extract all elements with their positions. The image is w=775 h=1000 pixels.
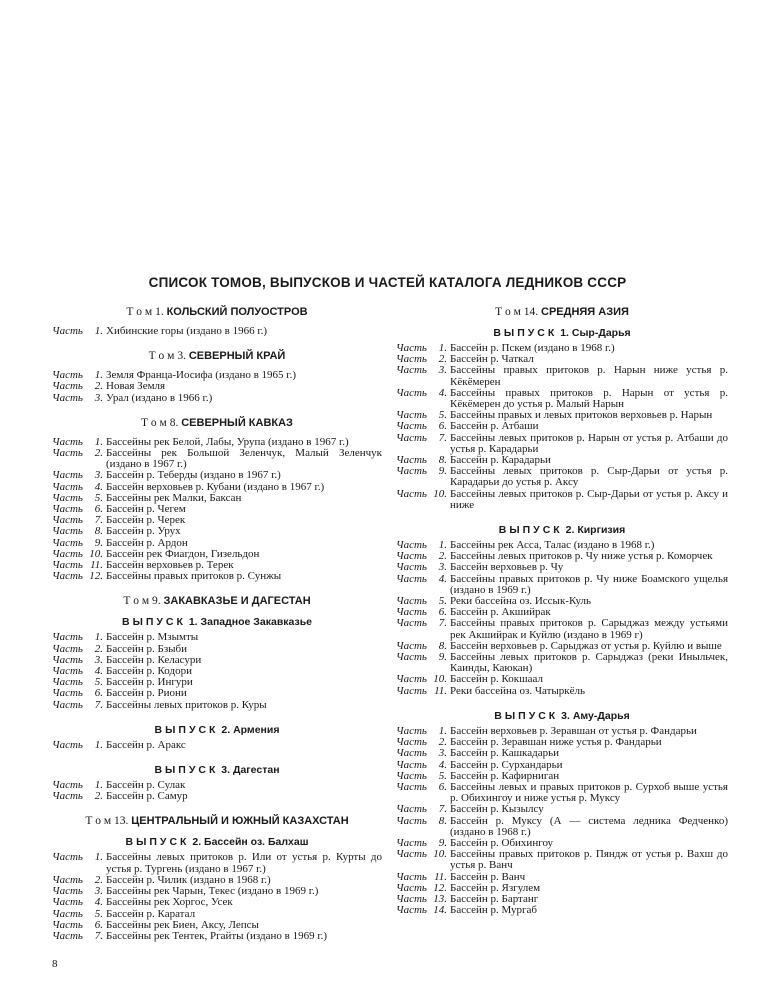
part-text: Бассейны правых притоков р. Сунжы	[106, 570, 282, 583]
part-text: Бассейны правых притоков р. Сарыджаз между устьями рек Акшийрак и Куйлю (издано в 1969 г)	[450, 617, 728, 641]
part-label: Часть	[52, 851, 83, 864]
part-label: Часть	[396, 364, 427, 377]
list-item	[396, 674, 728, 685]
part-text: Бассейн р. Обихингоу	[450, 836, 554, 849]
issue-number: 2.	[192, 836, 202, 849]
part-label: Часть	[52, 435, 83, 448]
part-text: Бассейны правых притоков р. Пяндж от устья р. Вахш до устья р. Ванч	[450, 848, 728, 872]
part-number: 1.	[94, 779, 103, 792]
issue-number: 2.	[565, 524, 575, 537]
part-number: 1.	[438, 342, 447, 354]
part-number: 1.	[438, 724, 447, 737]
part-label: Часть	[52, 491, 83, 504]
issue-number: 1.	[188, 616, 198, 629]
part-text: Реки бассейна оз. Чатыркёль	[450, 684, 586, 697]
part-label: Часть	[52, 790, 83, 803]
part-text: Бассейн верховьев р. Терек	[106, 559, 234, 572]
part-number: 10.	[433, 673, 447, 686]
list-item	[396, 574, 728, 596]
list-item	[52, 791, 382, 802]
list-item	[396, 748, 728, 759]
part-label: Часть	[52, 653, 83, 666]
part-text: Бассейн рек Фиагдон, Гизельдон	[106, 547, 260, 560]
part-label: Часть	[52, 896, 83, 909]
volume-prefix: Т о м 8.	[141, 416, 179, 429]
part-text: Бассейн р. Кашкадарьи	[450, 747, 559, 760]
volume-name: ЗАКАВКАЗЬЕ И ДАГЕСТАН	[163, 595, 311, 608]
part-number: 8.	[438, 814, 447, 827]
parts-list	[396, 726, 728, 916]
part-number: 2.	[94, 380, 103, 393]
part-number: 11.	[90, 559, 103, 572]
volume-name: СРЕДНЯЯ АЗИЯ	[541, 306, 629, 318]
part-label: Часть	[52, 559, 83, 572]
part-number: 7.	[94, 514, 103, 527]
part-text: Бассейны рек Биен, Аксу, Лепсы	[106, 918, 259, 931]
volume-heading	[52, 305, 382, 319]
part-number: 1.	[94, 369, 103, 382]
list-item	[52, 700, 382, 711]
part-text: Бассейны рек Малки, Баксан	[106, 491, 242, 504]
part-text: Бассейн р. Кокшаал	[450, 673, 543, 686]
part-text: Новая Земля	[106, 380, 166, 393]
part-text: Бассейн верховьев р. Чу	[450, 561, 564, 574]
part-number: 6.	[438, 420, 447, 433]
part-text: Бассейн р. Пскем (издано в 1968 г.)	[450, 342, 615, 354]
issue-title: Киргизия	[577, 524, 626, 537]
part-label: Часть	[396, 848, 427, 861]
part-number: 1.	[94, 435, 103, 448]
part-text: Бассейны рек Асса, Талас (издано в 1968 г.)	[450, 539, 655, 552]
part-text: Бассейн р. Риони	[106, 687, 187, 700]
issue-word: ВЫПУСК	[494, 709, 559, 722]
part-text: Бассейны левых притоков р. Сыр-Дарьи от устья р. Аксу и ниже	[450, 487, 728, 511]
list-item	[396, 388, 728, 410]
part-label: Часть	[396, 386, 427, 399]
part-number: 1.	[94, 325, 103, 337]
list-item	[396, 849, 728, 871]
part-label: Часть	[396, 617, 427, 630]
part-text: Бассейны левых притоков р. Сарыджаз (реки Иныльчек, Каинды, Каюкан)	[450, 651, 728, 675]
part-label: Часть	[396, 465, 427, 478]
issue-number: 2.	[221, 723, 231, 736]
volume-name: КОЛЬСКИЙ ПОЛУОСТРОВ	[166, 306, 308, 318]
part-number: 4.	[438, 572, 447, 585]
volume-prefix: Т о м 1.	[126, 306, 164, 318]
list-item	[52, 852, 382, 874]
list-item	[396, 686, 728, 697]
part-text: Бассейн р. Кодори	[106, 665, 192, 678]
part-number: 1.	[94, 738, 103, 751]
part-label: Часть	[52, 380, 83, 393]
list-item	[396, 466, 728, 488]
part-label: Часть	[52, 738, 83, 751]
issue-heading	[396, 523, 728, 537]
volume-name: СЕВЕРНЫЙ КАВКАЗ	[181, 416, 293, 429]
part-label: Часть	[396, 572, 427, 585]
part-number: 6.	[94, 687, 103, 700]
part-text: Бассейн р. Самур	[106, 790, 188, 803]
part-text: Бассейн р. Мзымты	[106, 631, 199, 644]
left-column	[52, 305, 382, 954]
part-label: Часть	[52, 514, 83, 527]
part-text: Бассейны левых притоков р. Или от устья р. Курты до устья р. Тургень (издано в 1967 г.)	[106, 851, 382, 875]
part-label: Часть	[52, 642, 83, 655]
part-text: Бассейны рек Белой, Лабы, Урупа (издано в 1967 г.)	[106, 435, 349, 448]
part-number: 7.	[438, 803, 447, 816]
issue-word: ВЫПУСК	[121, 616, 186, 629]
part-text: Бассейны правых притоков р. Чу ниже Боамского ущелья (издано в 1969 г.)	[450, 572, 728, 596]
part-label: Часть	[396, 747, 427, 760]
part-label: Часть	[396, 836, 427, 849]
part-number: 4.	[94, 896, 103, 909]
part-number: 7.	[438, 617, 447, 630]
part-text: Бассейн верховьев р. Кубани (издано в 1967 г.)	[106, 480, 325, 493]
part-text: Бассейны рек Чарын, Текес (издано в 1969 г.)	[106, 885, 319, 898]
issue-word: ВЫПУСК	[154, 764, 219, 777]
part-number: 8.	[94, 525, 103, 538]
parts-list	[52, 326, 382, 337]
part-label: Часть	[396, 454, 427, 467]
issue-word: ВЫПУСК	[154, 723, 219, 736]
list-item	[396, 804, 728, 815]
part-label: Часть	[396, 769, 427, 782]
part-label: Часть	[396, 561, 427, 574]
list-item	[52, 571, 382, 582]
part-text: Бассейн р. Аракс	[106, 738, 186, 751]
issue-heading	[52, 723, 382, 737]
part-number: 9.	[94, 536, 103, 549]
part-number: 4.	[438, 386, 447, 399]
part-text: Бассейны правых притоков р. Нарын от устья р. Кёкёмерен до устья р. Малый Нарын	[450, 386, 728, 411]
part-label: Часть	[52, 676, 83, 689]
part-number: 10.	[433, 848, 447, 861]
part-number: 6.	[94, 503, 103, 516]
part-label: Часть	[52, 665, 83, 678]
part-text: Бассейн р. Урух	[106, 525, 181, 538]
part-text: Бассейны левых притоков р. Нарын от устья р. Атбаши до устья р. Карадарьи	[450, 431, 728, 455]
volume-heading	[52, 594, 382, 608]
list-item	[52, 632, 382, 643]
part-label: Часть	[396, 780, 427, 793]
part-text: Бассейны левых притоков р. Чу ниже устья р. Коморчек	[450, 550, 713, 563]
part-number: 3.	[94, 469, 103, 482]
volume-name: СЕВЕРНЫЙ КРАЙ	[188, 350, 286, 363]
parts-list	[52, 632, 382, 710]
part-text: Бассейн р. Чилик (издано в 1968 г.)	[106, 873, 271, 886]
part-label: Часть	[396, 487, 427, 500]
part-text: Бассейны левых и правых притоков р. Сурхоб выше устья р. Обихингоу и ниже устья р. Муксу	[450, 780, 728, 805]
part-number: 3.	[94, 391, 103, 404]
part-text: Бассейны рек Тентек, Ргайты (издано в 1969 г.)	[106, 929, 328, 942]
part-text: Бассейн р. Келасури	[106, 653, 202, 666]
part-text: Бассейн р. Зеравшан ниже устья р. Фандарьи	[450, 736, 662, 749]
part-number: 2.	[438, 736, 447, 749]
part-text: Бассейн р. Сурхандарьи	[450, 758, 563, 771]
issue-word: ВЫПУСК	[498, 524, 563, 537]
part-text: Бассейн р. Теберды (издано в 1967 г.)	[106, 469, 281, 482]
part-text: Бассейн р. Черек	[106, 514, 186, 527]
part-number: 8.	[438, 454, 447, 467]
part-number: 5.	[438, 595, 447, 608]
part-label: Часть	[396, 892, 427, 905]
list-item	[52, 526, 382, 537]
part-number: 3.	[438, 364, 447, 377]
part-number: 2.	[94, 642, 103, 655]
part-number: 5.	[438, 409, 447, 422]
part-text: Урал (издано в 1966 г.)	[106, 391, 213, 404]
part-text: Бассейн р. Ингури	[106, 676, 193, 689]
part-label: Часть	[52, 536, 83, 549]
part-number: 9.	[438, 651, 447, 664]
part-label: Часть	[52, 391, 83, 404]
part-number: 5.	[94, 907, 103, 920]
volume-prefix: Т о м 14.	[495, 306, 539, 318]
volume-prefix: Т о м 13.	[85, 815, 129, 828]
list-item	[396, 816, 728, 838]
parts-list	[52, 370, 382, 404]
issue-heading	[396, 326, 728, 340]
part-number: 7.	[94, 698, 103, 711]
part-label: Часть	[396, 758, 427, 771]
part-number: 1.	[438, 539, 447, 552]
part-number: 8.	[438, 639, 447, 652]
part-label: Часть	[396, 606, 427, 619]
part-text: Бассейн р. Ванч	[450, 870, 526, 883]
part-label: Часть	[52, 698, 83, 711]
issue-title: Сыр-Дарья	[571, 327, 631, 339]
part-number: 13.	[433, 892, 447, 905]
list-item	[396, 618, 728, 640]
list-item	[52, 897, 382, 908]
part-label: Часть	[396, 639, 427, 652]
part-label: Часть	[52, 631, 83, 644]
part-number: 7.	[94, 929, 103, 942]
part-number: 3.	[94, 653, 103, 666]
issue-heading	[52, 615, 382, 629]
volume-heading	[52, 814, 382, 828]
parts-list	[52, 740, 382, 751]
part-text: Бассейн р. Ардон	[106, 536, 188, 549]
part-text: Бассейн р. Каратал	[106, 907, 196, 920]
list-item	[52, 381, 382, 392]
part-text: Бассейн р. Язгулем	[450, 881, 541, 894]
issue-number: 3.	[561, 709, 570, 722]
part-label: Часть	[52, 480, 83, 493]
part-text: Бассейн верховьев р. Сарыджаз от устья р. Куйлю и выше	[450, 639, 722, 652]
part-text: Бассейны правых притоков р. Нарын ниже устья р. Кёкёмерен	[450, 364, 728, 388]
part-number: 12.	[433, 881, 447, 894]
part-number: 6.	[94, 918, 103, 931]
part-number: 11.	[434, 870, 447, 883]
issue-title: Западное Закавказье	[200, 616, 313, 629]
part-text: Бассейн р. Муксу (А — система ледника Федченко) (издано в 1968 г.)	[450, 814, 728, 838]
part-label: Часть	[396, 673, 427, 686]
issue-title: Бассейн оз. Балхаш	[204, 836, 309, 849]
part-number: 4.	[94, 480, 103, 493]
part-number: 12.	[89, 570, 103, 583]
part-number: 4.	[94, 665, 103, 678]
part-number: 2.	[94, 873, 103, 886]
part-label: Часть	[52, 918, 83, 931]
part-number: 5.	[94, 676, 103, 689]
part-label: Часть	[52, 907, 83, 920]
part-text: Бассейн р. Чегем	[106, 503, 186, 516]
part-label: Часть	[52, 929, 83, 942]
list-item	[396, 489, 728, 511]
volume-heading	[396, 305, 728, 319]
list-item	[396, 652, 728, 674]
part-label: Часть	[396, 409, 427, 422]
part-number: 1.	[94, 631, 103, 644]
part-label: Часть	[52, 885, 83, 898]
part-label: Часть	[396, 736, 427, 749]
part-number: 2.	[94, 447, 103, 460]
part-text: Бассейн р. Кызылсу	[450, 803, 544, 816]
list-item	[52, 931, 382, 942]
part-text: Бассейн верховьев р. Зеравшан от устья р. Фандарьи	[450, 724, 697, 737]
part-label: Часть	[52, 873, 83, 886]
part-number: 9.	[438, 465, 447, 478]
list-item	[52, 688, 382, 699]
list-item	[396, 421, 728, 432]
part-number: 2.	[438, 550, 447, 563]
page-title: СПИСОК ТОМОВ, ВЫПУСКОВ И ЧАСТЕЙ КАТАЛОГА ЛЕДНИКОВ СССР	[148, 275, 627, 290]
list-item	[52, 448, 382, 470]
part-label: Часть	[52, 570, 83, 583]
part-label: Часть	[52, 369, 83, 382]
page-number: 8	[52, 958, 58, 970]
parts-list	[396, 343, 728, 511]
part-label: Часть	[396, 550, 427, 563]
issue-heading	[52, 763, 382, 777]
part-text: Бассейны правых и левых притоков верховьев р. Нарын	[450, 409, 713, 422]
part-text: Бассейны левых притоков р. Куры	[106, 698, 267, 711]
part-label: Часть	[396, 595, 427, 608]
part-number: 10.	[89, 547, 103, 560]
part-label: Часть	[396, 904, 427, 917]
issue-word: ВЫПУСК	[125, 836, 190, 849]
part-text: Бассейн р. Сулак	[106, 779, 186, 792]
part-label: Часть	[52, 469, 83, 482]
volume-name: ЦЕНТРАЛЬНЫЙ И ЮЖНЫЙ КАЗАХСТАН	[131, 815, 349, 828]
part-label: Часть	[52, 779, 83, 792]
part-label: Часть	[52, 325, 83, 337]
part-text: Земля Франца-Иосифа (издано в 1965 г.)	[106, 369, 296, 382]
part-text: Бассейны левых притоков р. Сыр-Дарьи от устья р. Карадарьи до устья р. Аксу	[450, 465, 728, 489]
volume-prefix: Т о м 3.	[148, 350, 186, 363]
part-label: Часть	[396, 684, 427, 697]
part-number: 2.	[94, 790, 103, 803]
part-label: Часть	[396, 353, 427, 366]
list-item	[52, 740, 382, 751]
list-item	[396, 562, 728, 573]
list-item	[396, 905, 728, 916]
part-number: 11.	[434, 684, 447, 697]
part-label: Часть	[396, 724, 427, 737]
part-number: 5.	[438, 769, 447, 782]
issue-title: Армения	[233, 723, 280, 736]
part-label: Часть	[396, 539, 427, 552]
part-text: Бассейн р. Акшийрак	[450, 606, 551, 619]
part-label: Часть	[396, 814, 427, 827]
part-label: Часть	[396, 803, 427, 816]
part-label: Часть	[396, 870, 427, 883]
part-text: Бассейн р. Кафирниган	[450, 769, 560, 782]
part-text: Бассейны рек Большой Зеленчук, Малый Зеленчук (издано в 1967 г.)	[106, 447, 382, 471]
part-label: Часть	[52, 503, 83, 516]
part-label: Часть	[396, 651, 427, 664]
part-text: Бассейн р. Мургаб	[450, 904, 538, 917]
part-number: 9.	[438, 836, 447, 849]
part-number: 4.	[438, 758, 447, 771]
part-label: Часть	[52, 547, 83, 560]
part-label: Часть	[396, 420, 427, 433]
list-item	[396, 782, 728, 804]
part-text: Бассейны рек Хоргос, Усек	[106, 896, 233, 909]
part-number: 2.	[438, 353, 447, 366]
part-label: Часть	[52, 447, 83, 460]
part-text: Бассейн р. Карадарьи	[450, 454, 551, 467]
part-number: 3.	[438, 561, 447, 574]
issue-title: Дагестан	[232, 764, 280, 777]
volume-heading	[52, 349, 382, 363]
issue-number: 3.	[221, 764, 231, 777]
issue-word: ВЫПУСК	[493, 327, 558, 339]
part-number: 5.	[94, 491, 103, 504]
part-text: Бассейн р. Атбаши	[450, 420, 539, 433]
list-item	[396, 365, 728, 387]
part-number: 7.	[438, 431, 447, 444]
part-text: Бассейн р. Бзыби	[106, 642, 188, 655]
volume-heading	[52, 416, 382, 430]
list-item	[52, 326, 382, 337]
parts-list	[52, 852, 382, 942]
right-column	[396, 305, 728, 928]
parts-list	[52, 437, 382, 583]
part-number: 6.	[438, 780, 447, 793]
part-label: Часть	[396, 342, 427, 354]
part-number: 6.	[438, 606, 447, 619]
part-number: 14.	[433, 904, 447, 917]
issue-number: 1.	[560, 327, 569, 339]
issue-heading	[396, 709, 728, 723]
part-number: 3.	[94, 885, 103, 898]
part-text: Бассейн р. Чаткал	[450, 353, 534, 366]
part-number: 3.	[438, 747, 447, 760]
part-text: Хибинские горы (издано в 1966 г.)	[106, 325, 268, 337]
issue-title: Аму-Дарья	[572, 709, 630, 722]
parts-list	[52, 780, 382, 802]
part-text: Бассейн р. Бартанг	[450, 892, 539, 905]
part-label: Часть	[52, 687, 83, 700]
volume-prefix: Т о м 9.	[123, 595, 161, 608]
list-item	[396, 433, 728, 455]
issue-heading	[52, 835, 382, 849]
part-label: Часть	[396, 431, 427, 444]
list-item	[52, 470, 382, 481]
list-item	[52, 393, 382, 404]
part-text: Реки бассейна оз. Иссык-Куль	[450, 595, 591, 608]
part-number: 1.	[94, 851, 103, 864]
part-number: 10.	[433, 487, 447, 500]
parts-list	[396, 540, 728, 697]
part-label: Часть	[396, 881, 427, 894]
part-label: Часть	[52, 525, 83, 538]
